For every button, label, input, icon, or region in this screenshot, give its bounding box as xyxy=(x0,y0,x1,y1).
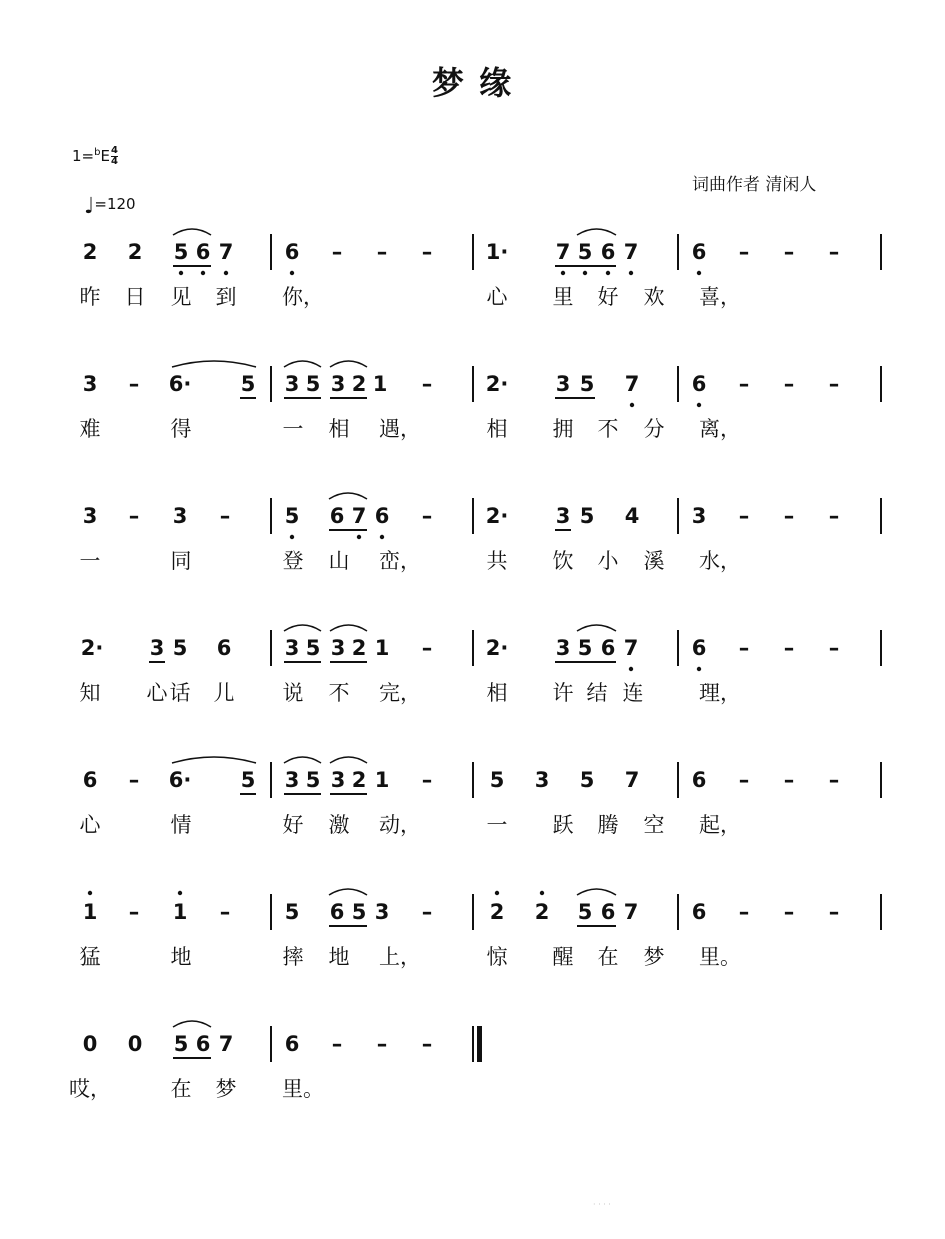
lyric-0-8: 欢 xyxy=(643,285,665,309)
note-2-4: 5 xyxy=(284,504,300,528)
lyric-5-7: 在 xyxy=(597,945,619,969)
lyric-0-3: 到 xyxy=(215,285,237,309)
lyric-0-2: 见 xyxy=(170,285,192,309)
octave-dot-low-3-14 xyxy=(629,667,633,671)
barline-4-2 xyxy=(677,762,679,798)
lyric-3-4: 说 xyxy=(282,681,304,705)
time-top: 4 xyxy=(110,145,118,156)
octave-dot-low-0-4 xyxy=(224,271,228,275)
note-6-7: – xyxy=(376,1032,388,1056)
tempo-marking xyxy=(84,194,136,219)
barline-3-3 xyxy=(880,630,882,666)
lyric-3-9: 结 xyxy=(586,681,608,705)
note-3-9: – xyxy=(421,636,433,660)
note-4-13: 7 xyxy=(624,768,640,792)
note-3-14: 7 xyxy=(623,636,639,660)
note-0-12: 6 xyxy=(600,240,616,264)
lyric-5-0: 猛 xyxy=(79,945,101,969)
note-3-7: 2 xyxy=(351,636,367,660)
lyric-0-5: 心 xyxy=(486,285,508,309)
lyric-1-6: 拥 xyxy=(552,417,574,441)
note-5-3: – xyxy=(219,900,231,924)
barline-5-0 xyxy=(270,894,272,930)
barline-3-2 xyxy=(677,630,679,666)
slur-13 xyxy=(577,889,616,895)
key-prefix: 1= xyxy=(72,147,95,165)
note-4-7: 2 xyxy=(351,768,367,792)
note-4-11: 3 xyxy=(534,768,550,792)
lyric-3-2: 话 xyxy=(169,681,191,705)
octave-dot-low-0-11 xyxy=(583,271,587,275)
barline-3-1 xyxy=(472,630,474,666)
octave-dot-low-2-7 xyxy=(380,535,384,539)
barline-2-2 xyxy=(677,498,679,534)
note-4-16: – xyxy=(783,768,795,792)
note-2-3: – xyxy=(219,504,231,528)
note-5-11: 5 xyxy=(577,900,593,924)
lyric-2-5: 共 xyxy=(486,549,508,573)
key-flat: b xyxy=(94,147,101,158)
lyric-0-7: 好 xyxy=(597,285,619,309)
note-0-16: – xyxy=(783,240,795,264)
note-1-6: 3 xyxy=(330,372,346,396)
note-4-8: 1 xyxy=(374,768,390,792)
slur-1 xyxy=(577,229,616,235)
barline-4-1 xyxy=(472,762,474,798)
lyric-0-1: 日 xyxy=(124,285,146,309)
note-1-3: 5 xyxy=(240,372,256,396)
final-barline-thick xyxy=(477,1026,482,1062)
octave-dot-low-1-13 xyxy=(630,403,634,407)
lyric-3-10: 连 xyxy=(622,681,644,705)
lyric-2-8: 溪 xyxy=(643,549,665,573)
note-1-4: 3 xyxy=(284,372,300,396)
lyric-2-9: 水， xyxy=(699,549,741,573)
note-5-0: 1 xyxy=(82,900,98,924)
note-0-10: 7 xyxy=(555,240,571,264)
barline-5-1 xyxy=(472,894,474,930)
note-0-14: 6 xyxy=(691,240,707,264)
lyric-0-0: 昨 xyxy=(79,285,101,309)
note-2-6: 7 xyxy=(351,504,367,528)
lyric-6-2: 梦 xyxy=(215,1077,237,1101)
slur-4 xyxy=(330,361,367,367)
note-2-9: 2· xyxy=(485,504,509,528)
note-2-15: – xyxy=(783,504,795,528)
note-3-2: 5 xyxy=(172,636,188,660)
note-5-12: 6 xyxy=(600,900,616,924)
lyric-1-1: 得 xyxy=(170,417,192,441)
lyric-1-7: 不 xyxy=(597,417,619,441)
note-3-0: 2· xyxy=(80,636,104,660)
note-1-7: 2 xyxy=(351,372,367,396)
note-5-13: 7 xyxy=(623,900,639,924)
note-4-17: – xyxy=(828,768,840,792)
note-2-14: – xyxy=(738,504,750,528)
note-0-6: – xyxy=(331,240,343,264)
lyric-2-1: 同 xyxy=(170,549,192,573)
note-1-12: 5 xyxy=(579,372,595,396)
lyric-5-3: 地 xyxy=(328,945,350,969)
note-3-4: 3 xyxy=(284,636,300,660)
note-3-17: – xyxy=(783,636,795,660)
octave-dot-low-1-14 xyxy=(697,403,701,407)
note-5-4: 5 xyxy=(284,900,300,924)
time-bottom: 4 xyxy=(110,156,118,167)
octave-dot-low-0-13 xyxy=(629,271,633,275)
barline-2-1 xyxy=(472,498,474,534)
octave-dot-low-3-15 xyxy=(697,667,701,671)
note-3-16: – xyxy=(738,636,750,660)
barline-2-0 xyxy=(270,498,272,534)
note-3-15: 6 xyxy=(691,636,707,660)
song-title: 梦 缘 xyxy=(431,64,514,102)
note-6-6: – xyxy=(331,1032,343,1056)
note-1-15: – xyxy=(738,372,750,396)
lyric-4-9: 起， xyxy=(699,813,741,837)
lyric-3-6: 完， xyxy=(379,681,421,705)
octave-dot-high-5-0 xyxy=(88,891,92,895)
note-0-8: – xyxy=(421,240,433,264)
note-1-2: 6· xyxy=(168,372,192,396)
lyric-0-4: 你， xyxy=(282,285,324,309)
lyric-4-2: 好 xyxy=(282,813,304,837)
barline-0-2 xyxy=(677,234,679,270)
note-0-2: 5 xyxy=(173,240,189,264)
slur-9 xyxy=(172,757,256,763)
lyric-2-7: 小 xyxy=(597,549,619,573)
composer-credit: 词曲作者 清闲人 xyxy=(692,175,817,195)
note-1-1: – xyxy=(128,372,140,396)
note-3-18: – xyxy=(828,636,840,660)
slur-8 xyxy=(577,625,616,631)
note-1-8: 1 xyxy=(372,372,388,396)
note-4-14: 6 xyxy=(691,768,707,792)
time-signature xyxy=(111,146,118,167)
barline-4-0 xyxy=(270,762,272,798)
lyric-2-2: 登 xyxy=(282,549,304,573)
note-5-9: 2 xyxy=(489,900,505,924)
slur-11 xyxy=(330,757,367,763)
note-1-13: 7 xyxy=(624,372,640,396)
lyric-6-0: 哎， xyxy=(69,1077,111,1101)
note-4-15: – xyxy=(738,768,750,792)
note-2-2: 3 xyxy=(172,504,188,528)
note-3-13: 6 xyxy=(600,636,616,660)
lyric-2-0: 一 xyxy=(79,549,101,573)
note-2-7: 6 xyxy=(374,504,390,528)
note-0-9: 1· xyxy=(485,240,509,264)
barline-6-0 xyxy=(270,1026,272,1062)
slur-6 xyxy=(284,625,321,631)
barline-2-3 xyxy=(880,498,882,534)
note-4-9: – xyxy=(421,768,433,792)
note-1-10: 2· xyxy=(485,372,509,396)
slur-14 xyxy=(173,1021,211,1027)
note-3-10: 2· xyxy=(485,636,509,660)
lyric-4-6: 跃 xyxy=(552,813,574,837)
note-4-12: 5 xyxy=(579,768,595,792)
note-2-8: – xyxy=(421,504,433,528)
note-0-4: 7 xyxy=(218,240,234,264)
note-3-11: 3 xyxy=(555,636,571,660)
octave-dot-low-2-4 xyxy=(290,535,294,539)
octave-dot-high-5-9 xyxy=(495,891,499,895)
note-5-2: 1 xyxy=(172,900,188,924)
lyric-1-5: 相 xyxy=(486,417,508,441)
lyric-3-11: 理， xyxy=(699,681,741,705)
lyric-1-9: 离， xyxy=(699,417,741,441)
barline-5-3 xyxy=(880,894,882,930)
lyric-2-3: 山 xyxy=(328,549,350,573)
lyric-0-6: 里 xyxy=(552,285,574,309)
note-0-5: 6 xyxy=(284,240,300,264)
note-4-6: 3 xyxy=(330,768,346,792)
lyric-1-4: 遇， xyxy=(379,417,421,441)
octave-dot-low-0-2 xyxy=(179,271,183,275)
note-2-11: 5 xyxy=(579,504,595,528)
note-3-6: 3 xyxy=(330,636,346,660)
slur-5 xyxy=(329,493,367,499)
lyric-3-5: 不 xyxy=(328,681,350,705)
lyric-3-7: 相 xyxy=(486,681,508,705)
note-4-2: 6· xyxy=(168,768,192,792)
note-5-8: – xyxy=(421,900,433,924)
page-footer: · · · · xyxy=(593,1200,611,1209)
note-2-16: – xyxy=(828,504,840,528)
lyric-1-0: 难 xyxy=(79,417,101,441)
lyric-4-1: 情 xyxy=(170,813,192,837)
note-4-10: 5 xyxy=(489,768,505,792)
barline-1-3 xyxy=(880,366,882,402)
lyric-3-8: 许 xyxy=(552,681,574,705)
note-1-5: 5 xyxy=(305,372,321,396)
slur-7 xyxy=(330,625,367,631)
barline-4-3 xyxy=(880,762,882,798)
octave-dot-high-5-2 xyxy=(178,891,182,895)
lyric-5-9: 里。 xyxy=(699,945,741,969)
lyric-1-3: 相 xyxy=(328,417,350,441)
note-1-16: – xyxy=(783,372,795,396)
lyric-4-3: 激 xyxy=(328,813,350,837)
note-0-0: 2 xyxy=(82,240,98,264)
note-1-0: 3 xyxy=(82,372,98,396)
note-6-4: 7 xyxy=(218,1032,234,1056)
barline-0-1 xyxy=(472,234,474,270)
note-6-3: 6 xyxy=(195,1032,211,1056)
note-1-17: – xyxy=(828,372,840,396)
note-6-0: 0 xyxy=(82,1032,98,1056)
lyric-4-7: 腾 xyxy=(597,813,619,837)
octave-dot-low-0-14 xyxy=(697,271,701,275)
lyric-5-6: 醒 xyxy=(552,945,574,969)
barline-0-0 xyxy=(270,234,272,270)
octave-dot-low-2-6 xyxy=(357,535,361,539)
note-5-15: – xyxy=(738,900,750,924)
note-4-0: 6 xyxy=(82,768,98,792)
slur-2 xyxy=(172,361,256,367)
note-6-8: – xyxy=(421,1032,433,1056)
lyric-4-0: 心 xyxy=(79,813,101,837)
barline-5-2 xyxy=(677,894,679,930)
final-barline-thin xyxy=(472,1026,474,1062)
note-5-1: – xyxy=(128,900,140,924)
key-note: E xyxy=(100,147,110,165)
lyric-2-4: 峦， xyxy=(379,549,421,573)
note-6-2: 5 xyxy=(173,1032,189,1056)
note-4-3: 5 xyxy=(240,768,256,792)
note-2-0: 3 xyxy=(82,504,98,528)
note-1-11: 3 xyxy=(555,372,571,396)
lyric-4-4: 动， xyxy=(379,813,421,837)
lyric-6-3: 里。 xyxy=(282,1077,324,1101)
note-0-13: 7 xyxy=(623,240,639,264)
slur-3 xyxy=(284,361,321,367)
lyric-3-3: 儿 xyxy=(213,681,235,705)
octave-dot-low-0-3 xyxy=(201,271,205,275)
note-1-14: 6 xyxy=(691,372,707,396)
lyric-6-1: 在 xyxy=(170,1077,192,1101)
slur-0 xyxy=(173,229,211,235)
note-0-3: 6 xyxy=(195,240,211,264)
note-4-4: 3 xyxy=(284,768,300,792)
note-3-3: 6 xyxy=(216,636,232,660)
barline-1-0 xyxy=(270,366,272,402)
octave-dot-low-0-12 xyxy=(606,271,610,275)
lyric-5-1: 地 xyxy=(170,945,192,969)
note-2-12: 4 xyxy=(624,504,640,528)
note-3-8: 1 xyxy=(374,636,390,660)
slur-12 xyxy=(329,889,367,895)
barline-3-0 xyxy=(270,630,272,666)
lyric-5-4: 上， xyxy=(379,945,421,969)
lyric-4-8: 空 xyxy=(643,813,665,837)
barline-1-2 xyxy=(677,366,679,402)
note-0-15: – xyxy=(738,240,750,264)
barline-0-3 xyxy=(880,234,882,270)
lyric-3-1: 心 xyxy=(146,681,168,705)
note-5-14: 6 xyxy=(691,900,707,924)
note-2-13: 3 xyxy=(691,504,707,528)
octave-dot-low-0-5 xyxy=(290,271,294,275)
lyric-5-2: 摔 xyxy=(282,945,304,969)
octave-dot-low-0-10 xyxy=(561,271,565,275)
lyric-1-2: 一 xyxy=(282,417,304,441)
note-3-1: 3 xyxy=(149,636,165,660)
lyric-1-8: 分 xyxy=(643,417,665,441)
note-0-11: 5 xyxy=(577,240,593,264)
lyric-2-6: 饮 xyxy=(552,549,574,573)
note-1-9: – xyxy=(421,372,433,396)
lyric-3-0: 知 xyxy=(79,681,101,705)
note-5-16: – xyxy=(783,900,795,924)
note-5-17: – xyxy=(828,900,840,924)
note-2-10: 3 xyxy=(555,504,571,528)
note-2-5: 6 xyxy=(329,504,345,528)
note-4-1: – xyxy=(128,768,140,792)
note-0-7: – xyxy=(376,240,388,264)
note-3-12: 5 xyxy=(577,636,593,660)
note-6-1: 0 xyxy=(127,1032,143,1056)
slur-10 xyxy=(284,757,321,763)
lyric-0-9: 喜， xyxy=(699,285,741,309)
note-2-1: – xyxy=(128,504,140,528)
note-5-7: 3 xyxy=(374,900,390,924)
note-6-5: 6 xyxy=(284,1032,300,1056)
octave-dot-high-5-10 xyxy=(540,891,544,895)
note-5-10: 2 xyxy=(534,900,550,924)
tempo-value: =120 xyxy=(94,195,136,213)
note-3-5: 5 xyxy=(305,636,321,660)
key-signature xyxy=(72,146,118,167)
note-5-5: 6 xyxy=(329,900,345,924)
lyric-4-5: 一 xyxy=(486,813,508,837)
lyric-5-5: 惊 xyxy=(486,945,508,969)
note-4-5: 5 xyxy=(305,768,321,792)
quarter-note-icon: ♩ xyxy=(84,194,95,219)
barline-1-1 xyxy=(472,366,474,402)
note-5-6: 5 xyxy=(351,900,367,924)
note-0-1: 2 xyxy=(127,240,143,264)
note-0-17: – xyxy=(828,240,840,264)
lyric-5-8: 梦 xyxy=(643,945,665,969)
